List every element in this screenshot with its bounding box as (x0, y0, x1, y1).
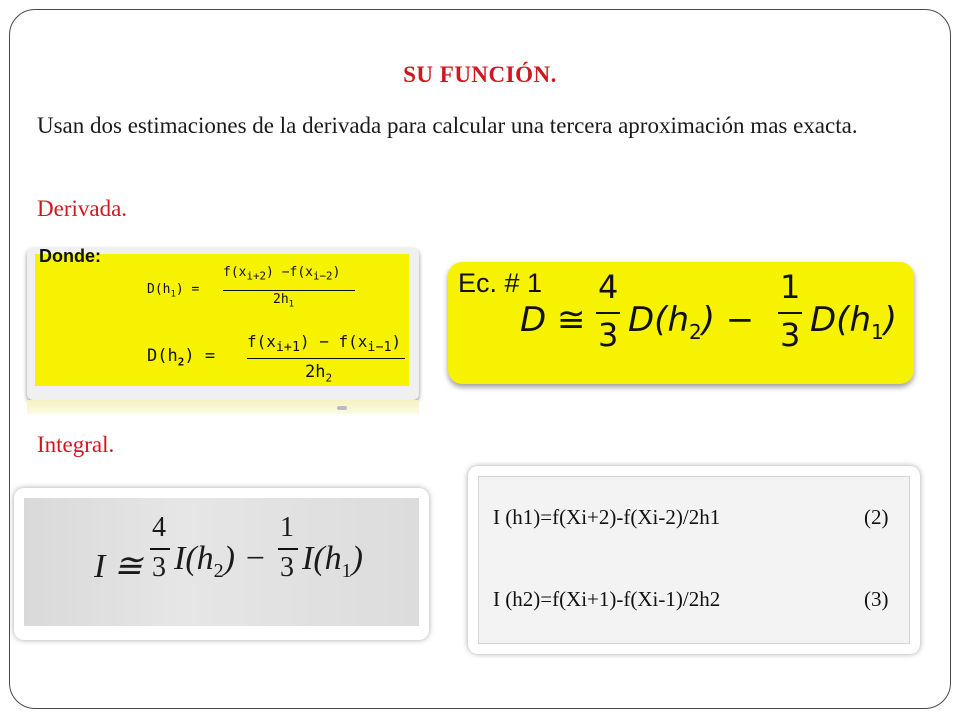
eq1-numerator: $f(x_{i+2}) -f(x_{i-2})$ (223, 265, 341, 283)
eq1-fraction-line (223, 290, 355, 291)
eq1-lhs: $D(h_1)$ = (147, 282, 200, 300)
integral-h-estimates-image (468, 466, 920, 654)
slide-title: SU FUNCIÓN. (403, 62, 557, 87)
derivative-formulas-image (27, 248, 419, 400)
eq1-denominator: $2h_1$ (273, 292, 295, 310)
section-label-derivada: Derivada. (37, 196, 128, 221)
eq-lhs: D ≅ (520, 300, 586, 340)
eq2-denominator: $2h_2$ (305, 362, 333, 385)
int-frac1-line (150, 548, 170, 550)
term2: $D(h_1)$ (810, 300, 897, 344)
integral-h-estimates-panel (478, 476, 910, 644)
int-frac2-line (278, 548, 298, 550)
int-term2: $I(h_1)$ (302, 540, 363, 582)
integral-equation-panel (24, 498, 419, 626)
donde-label: Donde: (39, 248, 101, 266)
equation-label: Ec. # 1 (458, 268, 543, 298)
integral-eq-2-number: (2) (864, 505, 889, 529)
section-label-integral: Integral. (37, 432, 115, 457)
int-frac1-numerator: 4 (152, 512, 166, 543)
eq2-numerator: $f(x_{i+1}) - f(x_{i-1})$ (247, 332, 402, 356)
description-paragraph: Usan dos estimaciones de la derivada para calcular una tercera aproximación mas exacta. (37, 113, 858, 138)
int-frac1-denominator: 3 (152, 552, 166, 583)
image-bottom-strip (27, 400, 419, 414)
yellow-highlight-panel (35, 248, 409, 386)
integral-eq-2: I (h1)=f(Xi+2)-f(Xi-2)/2h1 (493, 505, 721, 529)
int-frac2-denominator: 3 (280, 552, 294, 583)
richardson-derivative-equation (448, 262, 914, 384)
frac1-denominator: 3 (598, 316, 619, 354)
term1: $D(h_2)$ − (628, 300, 755, 344)
int-term1: $I(h_2)$ − (174, 540, 267, 582)
integral-eq-3-number: (3) (864, 587, 889, 611)
frac1-line (596, 312, 620, 314)
richardson-integral-equation (14, 488, 429, 640)
frac2-numerator: 1 (780, 268, 801, 306)
eq2-fraction-line (247, 358, 405, 359)
eq2-lhs: $D(h_2)$ = (147, 346, 216, 369)
frac2-line (778, 312, 802, 314)
int-frac2-numerator: 1 (280, 512, 294, 543)
integral-eq-3: I (h2)=f(Xi+1)-f(Xi-1)/2h2 (493, 587, 721, 611)
frac2-denominator: 3 (780, 316, 801, 354)
frac1-numerator: 4 (598, 268, 619, 306)
int-lhs: I ≅ (94, 548, 143, 585)
